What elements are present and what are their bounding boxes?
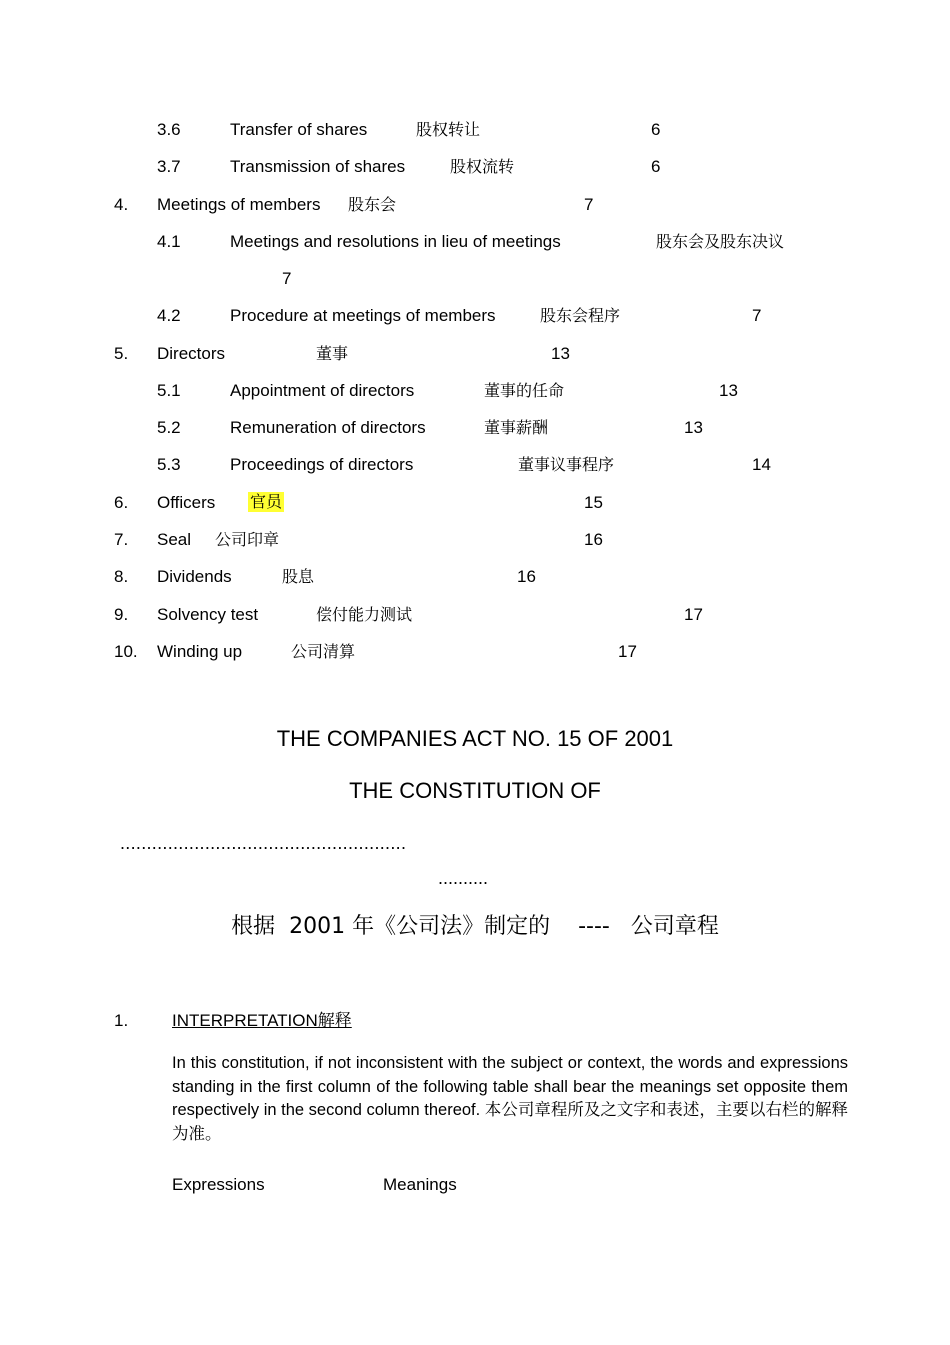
chinese-title: 根据 2001 年《公司法》制定的 ---- 公司章程 <box>231 914 719 939</box>
toc-title-cn: 股息 <box>282 567 315 586</box>
toc-title: Appointment of directors <box>230 381 415 400</box>
toc-page: 13 <box>551 344 570 363</box>
toc-number: 4.1 <box>157 232 181 251</box>
toc-title-cn-highlighted: 官员 <box>250 492 283 511</box>
toc-title: Procedure at meetings of members <box>230 306 496 325</box>
column-header-meanings: Meanings <box>383 1175 457 1194</box>
toc-number: 9. <box>114 605 129 624</box>
toc-number: 5.1 <box>157 381 181 400</box>
toc-title-cn: 股东会及股东决议 <box>656 232 785 251</box>
toc-title: Proceedings of directors <box>230 455 414 474</box>
toc-page: 16 <box>517 567 536 586</box>
toc-title-cn: 股东会程序 <box>540 306 621 325</box>
toc-title-cn: 董事薪酬 <box>484 418 549 437</box>
company-name-blank-cont: .......... <box>438 868 489 888</box>
toc-title-cn: 董事议事程序 <box>518 455 615 474</box>
toc-title-cn: 股权转让 <box>416 120 481 139</box>
toc-title: Directors <box>157 344 226 363</box>
toc-number: 5.2 <box>157 418 181 437</box>
toc-title: Remuneration of directors <box>230 418 426 437</box>
toc-number: 3.6 <box>157 120 181 139</box>
toc-title-cn: 股权流转 <box>450 157 515 176</box>
toc-title: Solvency test <box>157 605 259 624</box>
toc-number: 6. <box>114 493 129 512</box>
toc-title: Transfer of shares <box>230 120 368 139</box>
toc-title: Meetings and resolutions in lieu of meetings <box>230 232 561 251</box>
toc-page: 17 <box>618 642 637 661</box>
toc-title: Meetings of members <box>157 195 321 214</box>
toc-title-cn: 董事的任命 <box>484 381 565 400</box>
toc-page: 17 <box>684 605 703 624</box>
constitution-title: THE CONSTITUTION OF <box>349 778 601 803</box>
section-number: 1. <box>114 1011 129 1030</box>
toc-page: 14 <box>752 455 771 474</box>
toc-page: 13 <box>684 418 703 437</box>
toc-page: 7 <box>752 306 762 325</box>
toc-title: Winding up <box>157 642 243 661</box>
toc-page: 7 <box>282 269 292 288</box>
toc-page: 7 <box>584 195 594 214</box>
toc-title-cn: 董事 <box>316 344 349 363</box>
toc-number: 4. <box>114 195 129 214</box>
toc-title-cn: 偿付能力测试 <box>316 605 413 624</box>
column-header-expressions: Expressions <box>172 1175 265 1194</box>
toc-number: 5. <box>114 344 129 363</box>
toc-title-cn: 股东会 <box>348 195 397 214</box>
section-title: INTERPRETATION解释 <box>172 1011 352 1030</box>
toc-number: 5.3 <box>157 455 181 474</box>
toc-number: 7. <box>114 530 129 549</box>
toc-title: Dividends <box>157 567 232 586</box>
toc-number: 10. <box>114 642 138 661</box>
toc-page: 16 <box>584 530 603 549</box>
toc-number: 8. <box>114 567 129 586</box>
toc-title-cn: 公司印章 <box>215 530 280 549</box>
toc-page: 6 <box>651 120 661 139</box>
toc-page: 15 <box>584 493 603 512</box>
toc-title: Transmission of shares <box>230 157 406 176</box>
toc-page: 6 <box>651 157 661 176</box>
act-title: THE COMPANIES ACT NO. 15 OF 2001 <box>276 726 674 751</box>
interpretation-paragraph: In this constitution, if not inconsistent with the subject or context, the words and expressions standing in the first column of the following table shall bear the meanings set opposite them respectively in the second column thereof. 本公司章程所及之文字和表述，主要以右栏的解释为准。 <box>172 1054 848 1143</box>
toc-title-cn: 公司清算 <box>291 642 356 661</box>
company-name-blank: ...................................................... <box>120 833 407 853</box>
toc-title: Seal <box>157 530 192 549</box>
toc-page: 13 <box>719 381 738 400</box>
toc-number: 4.2 <box>157 306 181 325</box>
toc-number: 3.7 <box>157 157 181 176</box>
toc-title: Officers <box>157 493 216 512</box>
